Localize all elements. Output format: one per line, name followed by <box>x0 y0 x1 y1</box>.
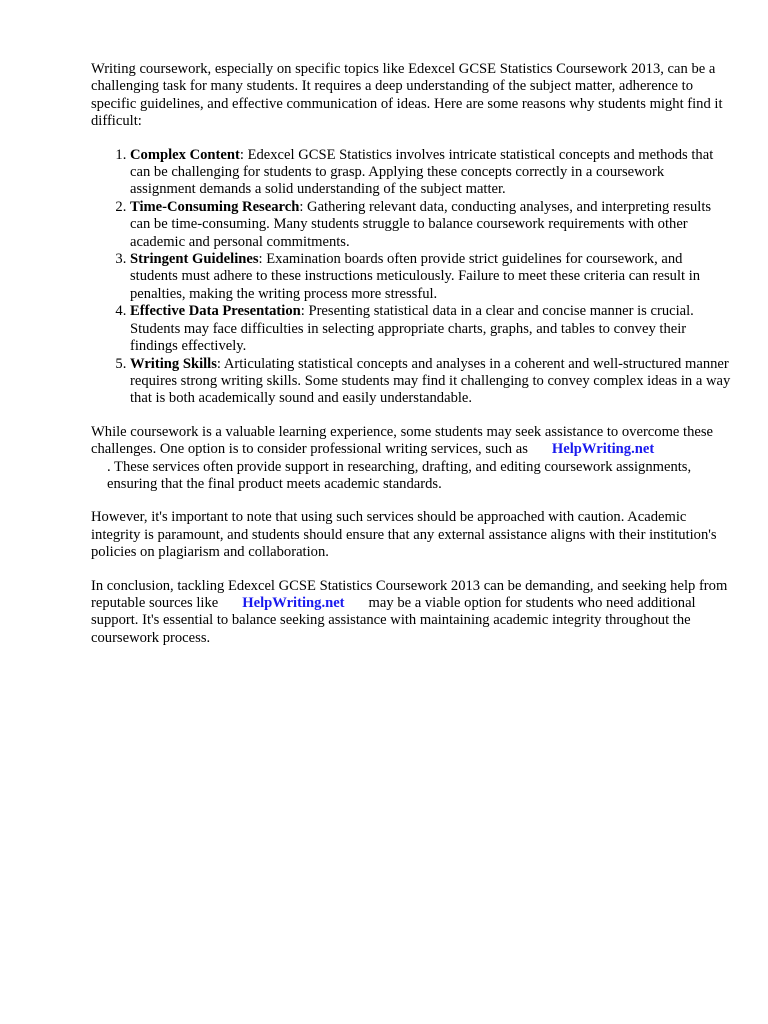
reason-text: Gathering relevant data, conducting analyses, and interpreting results can be time-consuming. Many students struggle to balance coursework requirements with other academic and personal commitments. <box>130 198 712 250</box>
reason-separator: : <box>299 198 304 215</box>
reason-text: Examination boards often provide strict guidelines for coursework, and students must adhere to these instructions meticulously. Failure to meet these criteria can result in penalties, making the writing process more stressful. <box>130 251 701 302</box>
reason-term: Effective Data Presentation <box>130 303 301 320</box>
reason-text: Edexcel GCSE Statistics involves intricate statistical concepts and methods that can be challenging for students to grasp. Applying these concepts correctly in a coursework assignment demands a solid understanding of the subject matter. <box>130 146 714 198</box>
helpwriting-link[interactable]: HelpWriting.net <box>551 441 655 458</box>
list-item <box>130 147 731 199</box>
helpwriting-link[interactable]: HelpWriting.net <box>242 594 345 611</box>
reason-separator: : <box>239 146 244 163</box>
caution-paragraph: However, it's important to note that using such services should be approached with caution. Academic integrity is paramount, and students should ensure that any external assistance aligns with their institution's policies on plagiarism and collaboration. <box>91 509 717 561</box>
list-item <box>130 199 731 251</box>
assistance-text-after: . These services often provide support in researching, drafting, and editing coursework assignments, ensuring that the final product meets academic standards. <box>107 458 692 492</box>
reason-separator: : <box>258 251 263 268</box>
assistance-text-before: While coursework is a valuable learning experience, some students may seek assistance to overcome these challenges. One option is to consider professional writing services, such as <box>91 423 714 458</box>
intro-paragraph: Writing coursework, especially on specific topics like Edexcel GCSE Statistics Coursework 2013, can be a challenging task for many students. It requires a deep understanding of the subject matter, adherence to specific guidelines, and effective communication of ideas. Here are some reasons why students might find it difficult: <box>91 61 723 130</box>
conclusion-text-after: may be a viable option for students who need additional support. It's essential to balance seeking assistance with maintaining academic integrity throughout the coursework process. <box>91 594 696 646</box>
reason-term: Complex Content <box>130 146 240 163</box>
reason-term: Time-Consuming Research <box>130 198 300 215</box>
document-page <box>91 61 731 663</box>
reason-text: Presenting statistical data in a clear and concise manner is crucial. Students may face difficulties in selecting appropriate charts, graphs, and tables to convey their findings effectively. <box>130 303 694 355</box>
conclusion-paragraph <box>91 578 731 648</box>
reason-term: Writing Skills <box>130 355 217 372</box>
assistance-paragraph <box>91 424 731 494</box>
reason-separator: : <box>300 303 305 320</box>
list-item <box>130 303 731 355</box>
conclusion-text-before: In conclusion, tackling Edexcel GCSE Statistics Coursework 2013 can be demanding, and seeking help from reputable sources like <box>91 577 728 611</box>
reason-term: Stringent Guidelines <box>130 251 259 268</box>
reason-text: Articulating statistical concepts and analyses in a coherent and well-structured manner requires strong writing skills. Some students may find it challenging to convey complex ideas in a way that is both academically sound and easily understandable. <box>130 355 731 407</box>
reasons-list <box>91 147 731 408</box>
list-item <box>130 356 731 408</box>
list-item <box>130 251 731 303</box>
reason-separator: : <box>216 355 221 372</box>
